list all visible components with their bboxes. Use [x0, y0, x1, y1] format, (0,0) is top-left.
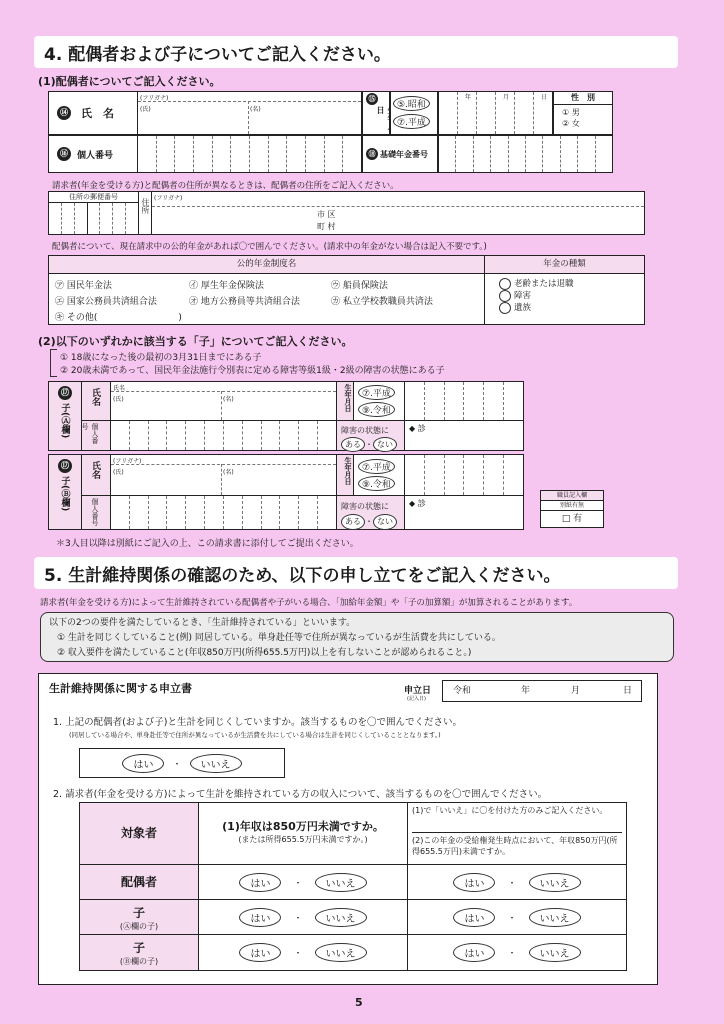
city-ward: 市 区 — [317, 210, 336, 219]
num-17: ⑰ — [58, 459, 72, 473]
req-2: ② 収入要件を満たしていること(年収850万円(所得655.5万円)以上を有しないことが認められること。) — [57, 648, 472, 658]
spouse-name-label-cell — [48, 91, 138, 135]
col-2-header: (1)で「いいえ」に〇を付けた方のみご記入ください。 (2)この年金の受給権発生時点において、年収850万円(所得655.5万円)未満ですか。 — [407, 802, 627, 865]
kind-header: 年金の種類 — [484, 255, 645, 274]
spouse-birthdate-field[interactable] — [438, 91, 553, 135]
childA-birthdate-field[interactable] — [404, 381, 524, 421]
childA-label: ⑰ 子(Ⓐ欄) — [48, 381, 82, 451]
childB-label: ⑰ 子(Ⓑ欄) — [48, 454, 82, 530]
era-showa[interactable]: ⑤.昭和 — [393, 96, 430, 111]
family-label: (氏) — [140, 106, 151, 113]
childA-diag-field[interactable]: ◆ 診 — [404, 420, 524, 451]
month-label: 月 — [503, 94, 510, 101]
addr-furigana: (フリガナ) — [154, 195, 183, 202]
era-heisei[interactable]: ⑦.平成 — [393, 114, 430, 129]
section5-title: 5. 生計維持関係の確認のため、以下の申し立てをご記入ください。 — [34, 557, 678, 589]
q1-no[interactable]: いいえ — [190, 754, 242, 773]
pension-no-label-cell — [362, 135, 438, 173]
col-1-header: (1)年収は850万円未満ですか。 (または所得655.5万円未満ですか。) — [198, 802, 408, 865]
row-childA: 子 (Ⓐ欄の子) — [79, 899, 199, 935]
mynumber-label: 個人番号 — [77, 150, 114, 161]
childB-era-reiwa[interactable]: ⑨.令和 — [358, 476, 395, 491]
kind-retire[interactable]: 老齢または退職 — [499, 277, 630, 292]
page-number: 5 — [355, 996, 363, 1009]
radio-circle-icon — [499, 302, 511, 314]
childA-name-field[interactable] — [110, 381, 337, 421]
childA-era[interactable] — [353, 381, 405, 421]
childA-furigana: 氏名 — [113, 385, 126, 392]
childB-disability[interactable]: 障害の状態に ある ・ ない — [336, 495, 405, 530]
pension-no-label: 基礎年金番号 — [380, 149, 428, 159]
sex-female[interactable]: ② 女 — [562, 119, 580, 128]
section4-title: 4. 配偶者および子についてご記入ください。 — [34, 36, 678, 68]
req-1: ① 生計を同じくしていること(例) 同居している。単身赴任等で住所が異なっているが生活費を共にしている。 — [57, 633, 501, 643]
pension-no-field[interactable] — [438, 135, 613, 173]
row-childA-col2[interactable]: はい ・ いいえ — [407, 899, 627, 935]
system-employee[interactable]: ㋑ 厚生年金保険法 — [189, 281, 264, 291]
kind-survivor[interactable]: 遺族 — [499, 301, 630, 316]
row-childB: 子 (Ⓑ欄の子) — [79, 934, 199, 971]
staff-value[interactable]: □ 有 — [540, 510, 604, 528]
sex-male[interactable]: ① 男 — [562, 108, 580, 117]
sex-label: 性 別 — [554, 92, 612, 105]
question-1: 1. 上記の配偶者(および子)と生計を同じくしていますか。該当するものを〇で囲んでください。 — [53, 717, 462, 728]
childB-given: (名) — [223, 469, 234, 476]
kind-disability[interactable]: 障害 — [499, 289, 630, 304]
childB-mynumber-label: 個人番号 — [81, 495, 111, 530]
childA-mynumber-label: 個人番号 — [81, 420, 111, 451]
given-label: (名) — [250, 106, 261, 113]
childB-family: (氏) — [113, 469, 124, 476]
spouse-sex-cell[interactable] — [553, 91, 613, 135]
num-14: ⑭ — [57, 106, 71, 120]
childA-name-label: 氏名 — [81, 381, 111, 421]
q1-dot: ・ — [172, 759, 182, 770]
q1-yes[interactable]: はい — [122, 754, 164, 773]
childB-name-label: 氏名 — [81, 454, 111, 496]
system-national-civil[interactable]: ㋓ 国家公務員共済組合法 — [55, 297, 157, 307]
spouse-mynumber-label-cell — [48, 135, 138, 173]
row-spouse-col2[interactable]: はい ・ いいえ — [407, 864, 627, 900]
num-16: ⑯ — [57, 147, 71, 161]
child-cond2: ② 20歳未満であって、国民年金法施行令別表に定める障害等級1級・2級の障害の状態にある子 — [60, 366, 445, 376]
radio-circle-icon — [499, 278, 511, 290]
system-seamen[interactable]: ㋒ 船員保険法 — [331, 281, 388, 291]
question-1-note: (同居している場合や、単身赴任等で住所が異なっているが生活費を共にしている場合は生計を同じくしていることとなります。) — [69, 731, 441, 739]
requirements-box — [40, 612, 674, 662]
day-label: 日 — [541, 94, 548, 101]
q1-answer[interactable] — [79, 748, 285, 778]
spouse-era-cell[interactable] — [390, 91, 438, 135]
childA-mynumber-field[interactable] — [110, 420, 337, 451]
address-field[interactable] — [151, 191, 645, 235]
form-title: 生計維持関係に関する申立書 — [49, 682, 192, 695]
town-village: 町 村 — [317, 222, 336, 231]
statement-form — [38, 673, 658, 985]
date-sub: (記入日) — [407, 696, 426, 702]
num-17: ⑰ — [58, 386, 72, 400]
num-18: ⑱ — [366, 148, 378, 160]
system-list[interactable] — [48, 273, 485, 325]
date-label: 申立日 — [404, 686, 432, 696]
childB-mynumber-field[interactable] — [110, 495, 337, 530]
spouse-mynumber-field[interactable] — [137, 135, 362, 173]
radio-circle-icon — [499, 290, 511, 302]
childB-furigana: (フリガナ) — [113, 458, 142, 465]
children-subtitle: (2)以下のいずれかに該当する「子」についてご記入ください。 — [38, 335, 353, 348]
row-childA-col1[interactable]: はい ・ いいえ — [198, 899, 408, 935]
row-childB-col1[interactable]: はい ・ いいえ — [198, 934, 408, 971]
question-2: 2. 請求者(年金を受ける方)によって生計を維持されている方の収入について、該当するものを〇で囲んでください。 — [53, 789, 548, 800]
spouse-subtitle: (1)配偶者についてご記入ください。 — [38, 75, 221, 88]
spouse-name-label: 氏 名 — [81, 107, 114, 120]
spouse-name-field[interactable] — [137, 91, 362, 135]
col-target: 対象者 — [79, 802, 199, 865]
pension-note: 配偶者について、現在請求中の公的年金があれば〇で囲んでください。(請求中の年金がない場合は記入不要です。) — [52, 242, 487, 252]
childB-era-heisei[interactable]: ⑦.平成 — [358, 459, 395, 474]
sec5-intro: 請求者(年金を受ける方)によって生計維持されている配偶者や子がいる場合、「加給年金額」や「子の加算額」が加算されることがあります。 — [40, 598, 578, 608]
num-15: ⑮ — [366, 93, 378, 105]
postal-field[interactable] — [48, 191, 139, 235]
childA-given: (名) — [223, 396, 234, 403]
childB-name-field[interactable] — [110, 454, 337, 496]
req-lead: 以下の2つの要件を満たしているとき、「生計維持されている」といいます。 — [49, 618, 356, 628]
childA-era-heisei[interactable]: ⑦.平成 — [358, 385, 395, 400]
childA-era-reiwa[interactable]: ⑨.令和 — [358, 402, 395, 417]
childA-birth-label: 生年月日 — [336, 381, 354, 421]
staff-sub: 別紙有無 — [540, 500, 604, 511]
row-spouse: 配偶者 — [79, 864, 199, 900]
spouse-birth-label: 日 — [376, 106, 385, 114]
date-field[interactable]: 令和 年 月 日 — [442, 680, 642, 702]
row-childB-col2[interactable]: はい ・ いいえ — [407, 934, 627, 971]
childB-birthdate-field[interactable] — [404, 454, 524, 496]
address-note: 請求者(年金を受ける方)と配偶者の住所が異なるときは、配偶者の住所をご記入ください。 — [52, 181, 399, 191]
system-header: 公的年金制度名 — [48, 255, 485, 274]
staff-label: 職員記入欄 — [540, 490, 604, 501]
system-other[interactable]: ㋖ その他( ) — [55, 313, 182, 323]
system-local-civil[interactable]: ㋔ 地方公務員等共済組合法 — [189, 297, 300, 307]
childB-birth-label: 生年月日 — [336, 454, 354, 496]
furigana-label: (フリガナ) — [140, 95, 169, 102]
system-national[interactable]: ㋐ 国民年金法 — [55, 281, 112, 291]
childA-family: (氏) — [113, 396, 124, 403]
childB-diag-field[interactable]: ◆ 診 — [404, 495, 524, 530]
kind-list[interactable] — [484, 273, 645, 325]
row-spouse-col1[interactable]: はい ・ いいえ — [198, 864, 408, 900]
children-note: ＊3人目以降は別紙にご記入の上、この請求書に添付してご提出ください。 — [56, 539, 359, 549]
system-private-school[interactable]: ㋕ 私立学校教職員共済法 — [331, 297, 433, 307]
postal-label: 住所の郵便番号 — [49, 192, 138, 203]
spouse-birth-label-cell — [362, 91, 390, 135]
child-cond1: ① 18歳になった後の最初の3月31日までにある子 — [60, 353, 262, 363]
address-label-cell: 住所 — [138, 191, 152, 235]
childB-era[interactable] — [353, 454, 405, 496]
childA-disability[interactable]: 障害の状態に ある ・ ない — [336, 420, 405, 451]
year-label: 年 — [465, 94, 472, 101]
